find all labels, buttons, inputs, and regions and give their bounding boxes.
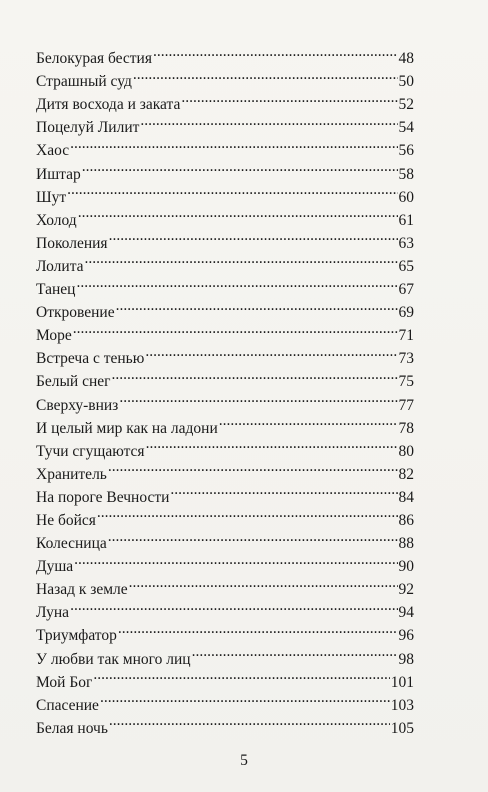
toc-entry-title: Иштар — [36, 165, 81, 183]
toc-entry-title: Не бойся — [36, 511, 96, 529]
toc-entry-page-number: 63 — [398, 234, 414, 252]
toc-entry-page-number: 94 — [398, 604, 414, 622]
toc-entry-page-number: 103 — [390, 696, 414, 714]
toc-entry-title: Назад к земле — [36, 581, 128, 599]
toc-entry-title: Хаос — [36, 142, 70, 160]
toc-entry-page-number: 75 — [398, 373, 414, 391]
toc-entry — [36, 594, 414, 622]
dot-leader — [70, 594, 397, 617]
toc-entry-page-number: 50 — [398, 73, 414, 91]
toc-entry-page-number: 90 — [398, 558, 414, 576]
toc-entry-title: Шут — [36, 188, 67, 206]
dot-leader — [78, 202, 398, 225]
toc-entry — [36, 340, 414, 368]
dot-leader — [82, 155, 398, 178]
toc-entry-page-number: 98 — [398, 650, 414, 668]
toc-entry — [36, 571, 414, 599]
toc-entry-page-number: 65 — [398, 257, 414, 275]
dot-leader — [85, 248, 398, 271]
toc-entry-title: Танец — [36, 281, 76, 299]
toc-entry — [36, 617, 414, 645]
toc-entry — [36, 294, 414, 322]
toc-entry-title: Тучи сгущаются — [36, 442, 145, 460]
dot-leader — [70, 132, 397, 155]
toc-entry-title: Хранитель — [36, 465, 107, 483]
toc-entry-title: Поколения — [36, 234, 108, 252]
dot-leader — [119, 386, 397, 409]
toc-entry-title: Колесница — [36, 535, 107, 553]
toc-entry-page-number: 86 — [398, 511, 414, 529]
toc-entry-page-number: 88 — [398, 535, 414, 553]
dot-leader — [74, 548, 397, 571]
dot-leader — [146, 433, 398, 456]
toc-entry-page-number: 58 — [398, 165, 414, 183]
dot-leader — [140, 109, 397, 132]
dot-leader — [145, 340, 397, 363]
toc-entry-page-number: 82 — [398, 465, 414, 483]
toc-entry — [36, 548, 414, 576]
toc-entry-title: Душа — [36, 558, 74, 576]
toc-entry-title: У любви так много лиц — [36, 650, 191, 668]
toc-entry-page-number: 105 — [390, 719, 414, 737]
toc-entry-page-number: 71 — [398, 327, 414, 345]
toc-entry-title: И целый мир как на ладони — [36, 419, 218, 437]
page-number: 5 — [240, 752, 248, 769]
toc-entry-title: Откровение — [36, 304, 115, 322]
toc-entry-title: Мой Бог — [36, 673, 93, 691]
toc-entry — [36, 664, 414, 691]
dot-leader — [108, 525, 398, 548]
toc-entry — [36, 271, 414, 299]
toc-entry-page-number: 56 — [398, 142, 414, 160]
toc-entry-page-number: 54 — [398, 119, 414, 137]
toc-entry — [36, 155, 414, 183]
toc-entry-page-number: 60 — [398, 188, 414, 206]
toc-entry-page-number: 67 — [398, 281, 414, 299]
toc-entry-title: Сверху-вниз — [36, 396, 119, 414]
toc-entry-title: Белый снег — [36, 373, 111, 391]
toc-entry-title: Холод — [36, 211, 77, 229]
toc-entry-page-number: 92 — [398, 581, 414, 599]
toc-entry-title: Дитя восхода и заката — [36, 96, 181, 114]
toc-entry — [36, 202, 414, 229]
dot-leader — [112, 363, 398, 386]
dot-leader — [181, 86, 397, 109]
toc-entry-title: Спасение — [36, 696, 99, 714]
dot-leader — [93, 664, 389, 687]
dot-leader — [73, 317, 398, 340]
toc-entry-page-number: 77 — [398, 396, 414, 414]
toc-entry-page-number: 73 — [398, 350, 414, 368]
dot-leader — [109, 225, 398, 248]
dot-leader — [129, 571, 398, 594]
toc-entry-title: Триумфатор — [36, 627, 117, 645]
dot-leader — [100, 687, 390, 710]
dot-leader — [116, 294, 398, 317]
toc-entry-title: Поцелуй Лилит — [36, 119, 140, 137]
toc-entry-title: Луна — [36, 604, 70, 622]
table-of-contents — [36, 40, 414, 737]
toc-entry-page-number: 80 — [398, 442, 414, 460]
dot-leader — [192, 640, 398, 663]
dot-leader — [67, 179, 397, 202]
dot-leader — [153, 40, 398, 63]
toc-entry-title: Белокурая бестия — [36, 50, 152, 68]
toc-entry — [36, 317, 414, 345]
toc-entry-title: Лолита — [36, 257, 84, 275]
toc-entry — [36, 132, 414, 160]
toc-entry-page-number: 78 — [398, 419, 414, 437]
dot-leader — [118, 617, 398, 640]
toc-entry — [36, 179, 414, 206]
toc-entry — [36, 225, 414, 252]
dot-leader — [109, 710, 390, 733]
toc-entry-page-number: 61 — [398, 211, 414, 229]
dot-leader — [97, 502, 398, 525]
toc-entry-page-number: 52 — [398, 96, 414, 114]
toc-entry-page-number: 48 — [398, 50, 414, 68]
toc-entry — [36, 40, 414, 68]
toc-entry-title: На пороге Вечности — [36, 488, 170, 506]
toc-entry-title: Встреча с тенью — [36, 350, 145, 368]
toc-entry-page-number: 96 — [398, 627, 414, 645]
toc-entry — [36, 248, 414, 275]
dot-leader — [133, 63, 398, 86]
toc-entry-title: Море — [36, 327, 72, 345]
toc-entry-title: Страшный суд — [36, 73, 132, 91]
dot-leader — [170, 479, 397, 502]
toc-entry-page-number: 84 — [398, 488, 414, 506]
toc-entry-title: Белая ночь — [36, 719, 108, 737]
dot-leader — [76, 271, 397, 294]
toc-entry-page-number: 69 — [398, 304, 414, 322]
dot-leader — [219, 410, 398, 433]
dot-leader — [108, 456, 398, 479]
toc-entry-page-number: 101 — [390, 673, 414, 691]
